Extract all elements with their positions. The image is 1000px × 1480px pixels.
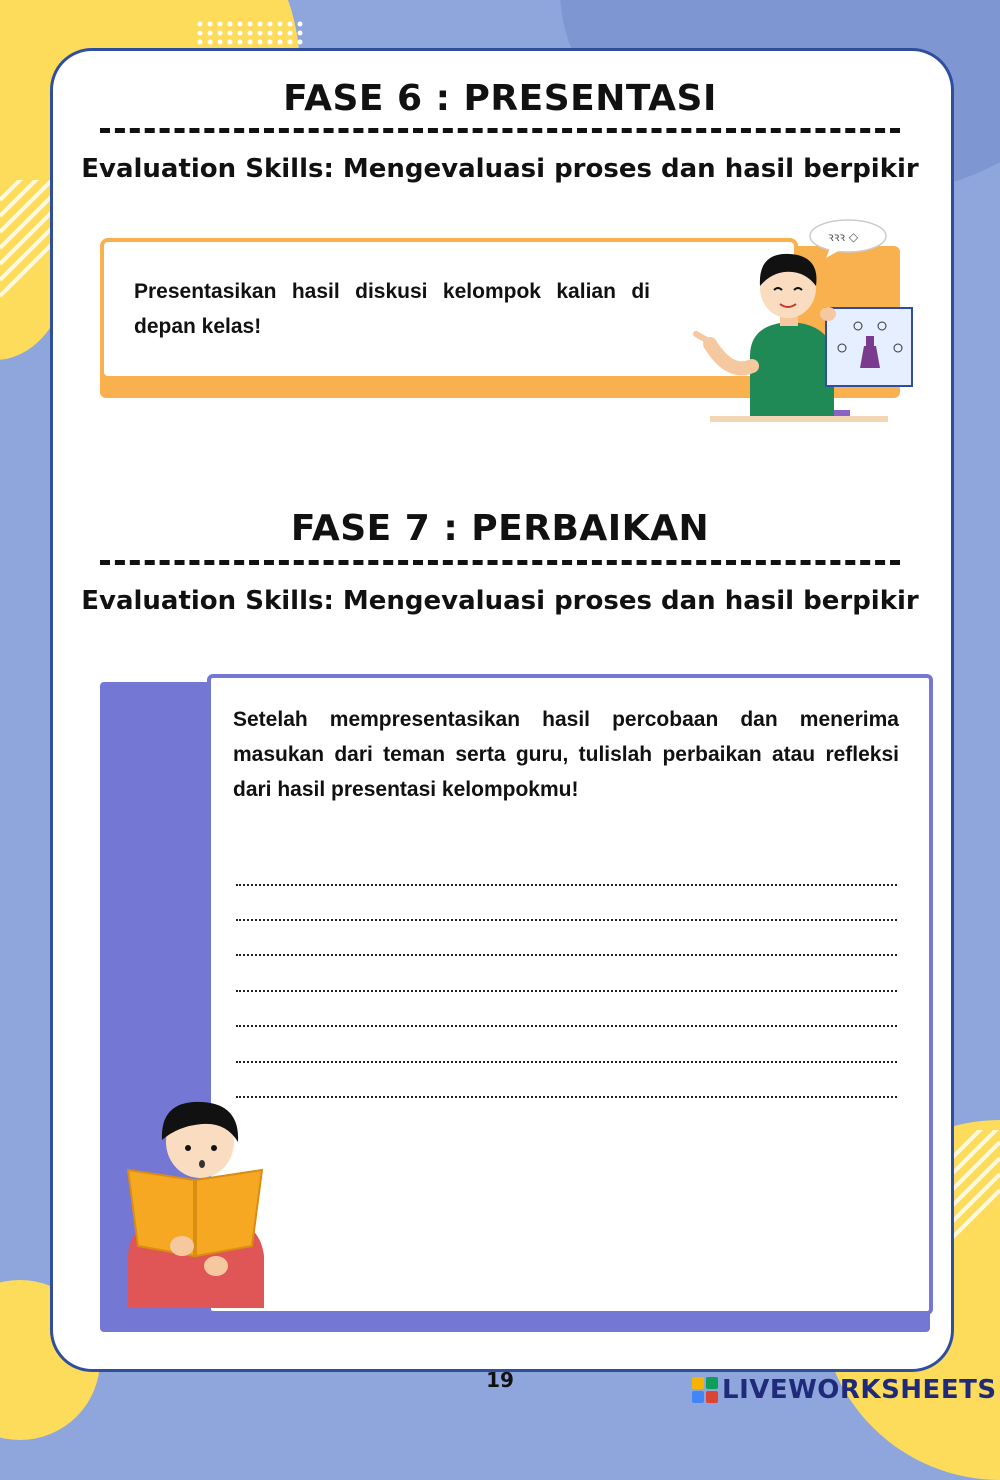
- page-number: 19: [486, 1368, 514, 1392]
- decorative-stripes-left: [0, 180, 52, 300]
- phase7-title: FASE 7 : PERBAIKAN: [290, 508, 710, 549]
- svg-text:ꝛꝛꝛ ◇: ꝛꝛꝛ ◇: [828, 230, 859, 244]
- phase7-instruction: Setelah mempresentasikan hasil percobaan dan menerima masukan dari teman serta guru, tulislah perbaikan atau refleksi dari hasil presentasi kelompokmu!: [233, 708, 899, 801]
- phase7-subtitle: Evaluation Skills: Mengevaluasi proses dan hasil berpikir: [81, 586, 919, 616]
- answer-line[interactable]: [236, 990, 897, 992]
- teacher-presenting-illustration: [680, 216, 920, 432]
- answer-line[interactable]: [236, 1061, 897, 1063]
- student-reading-illustration: [120, 1096, 270, 1308]
- liveworksheets-brand[interactable]: [692, 1372, 997, 1408]
- answer-line[interactable]: [236, 1025, 897, 1027]
- decorative-stripes-right: [950, 1130, 1000, 1250]
- answer-line[interactable]: [236, 1096, 897, 1098]
- decorative-dot-grid-top: [196, 20, 308, 46]
- phase6-instruction: Presentasikan hasil diskusi kelompok kalian di depan kelas!: [134, 280, 650, 338]
- phase6-divider: [100, 128, 900, 133]
- liveworksheets-logo-icon: [692, 1375, 720, 1405]
- answer-line[interactable]: [236, 919, 897, 921]
- answer-line[interactable]: [236, 954, 897, 956]
- brand-label: LIVEWORKSHEETS: [722, 1375, 997, 1405]
- phase6-subtitle: Evaluation Skills: Mengevaluasi proses dan hasil berpikir: [81, 154, 919, 184]
- answer-line[interactable]: [236, 884, 897, 886]
- phase7-divider: [100, 560, 900, 565]
- phase6-title: FASE 6 : PRESENTASI: [283, 78, 717, 119]
